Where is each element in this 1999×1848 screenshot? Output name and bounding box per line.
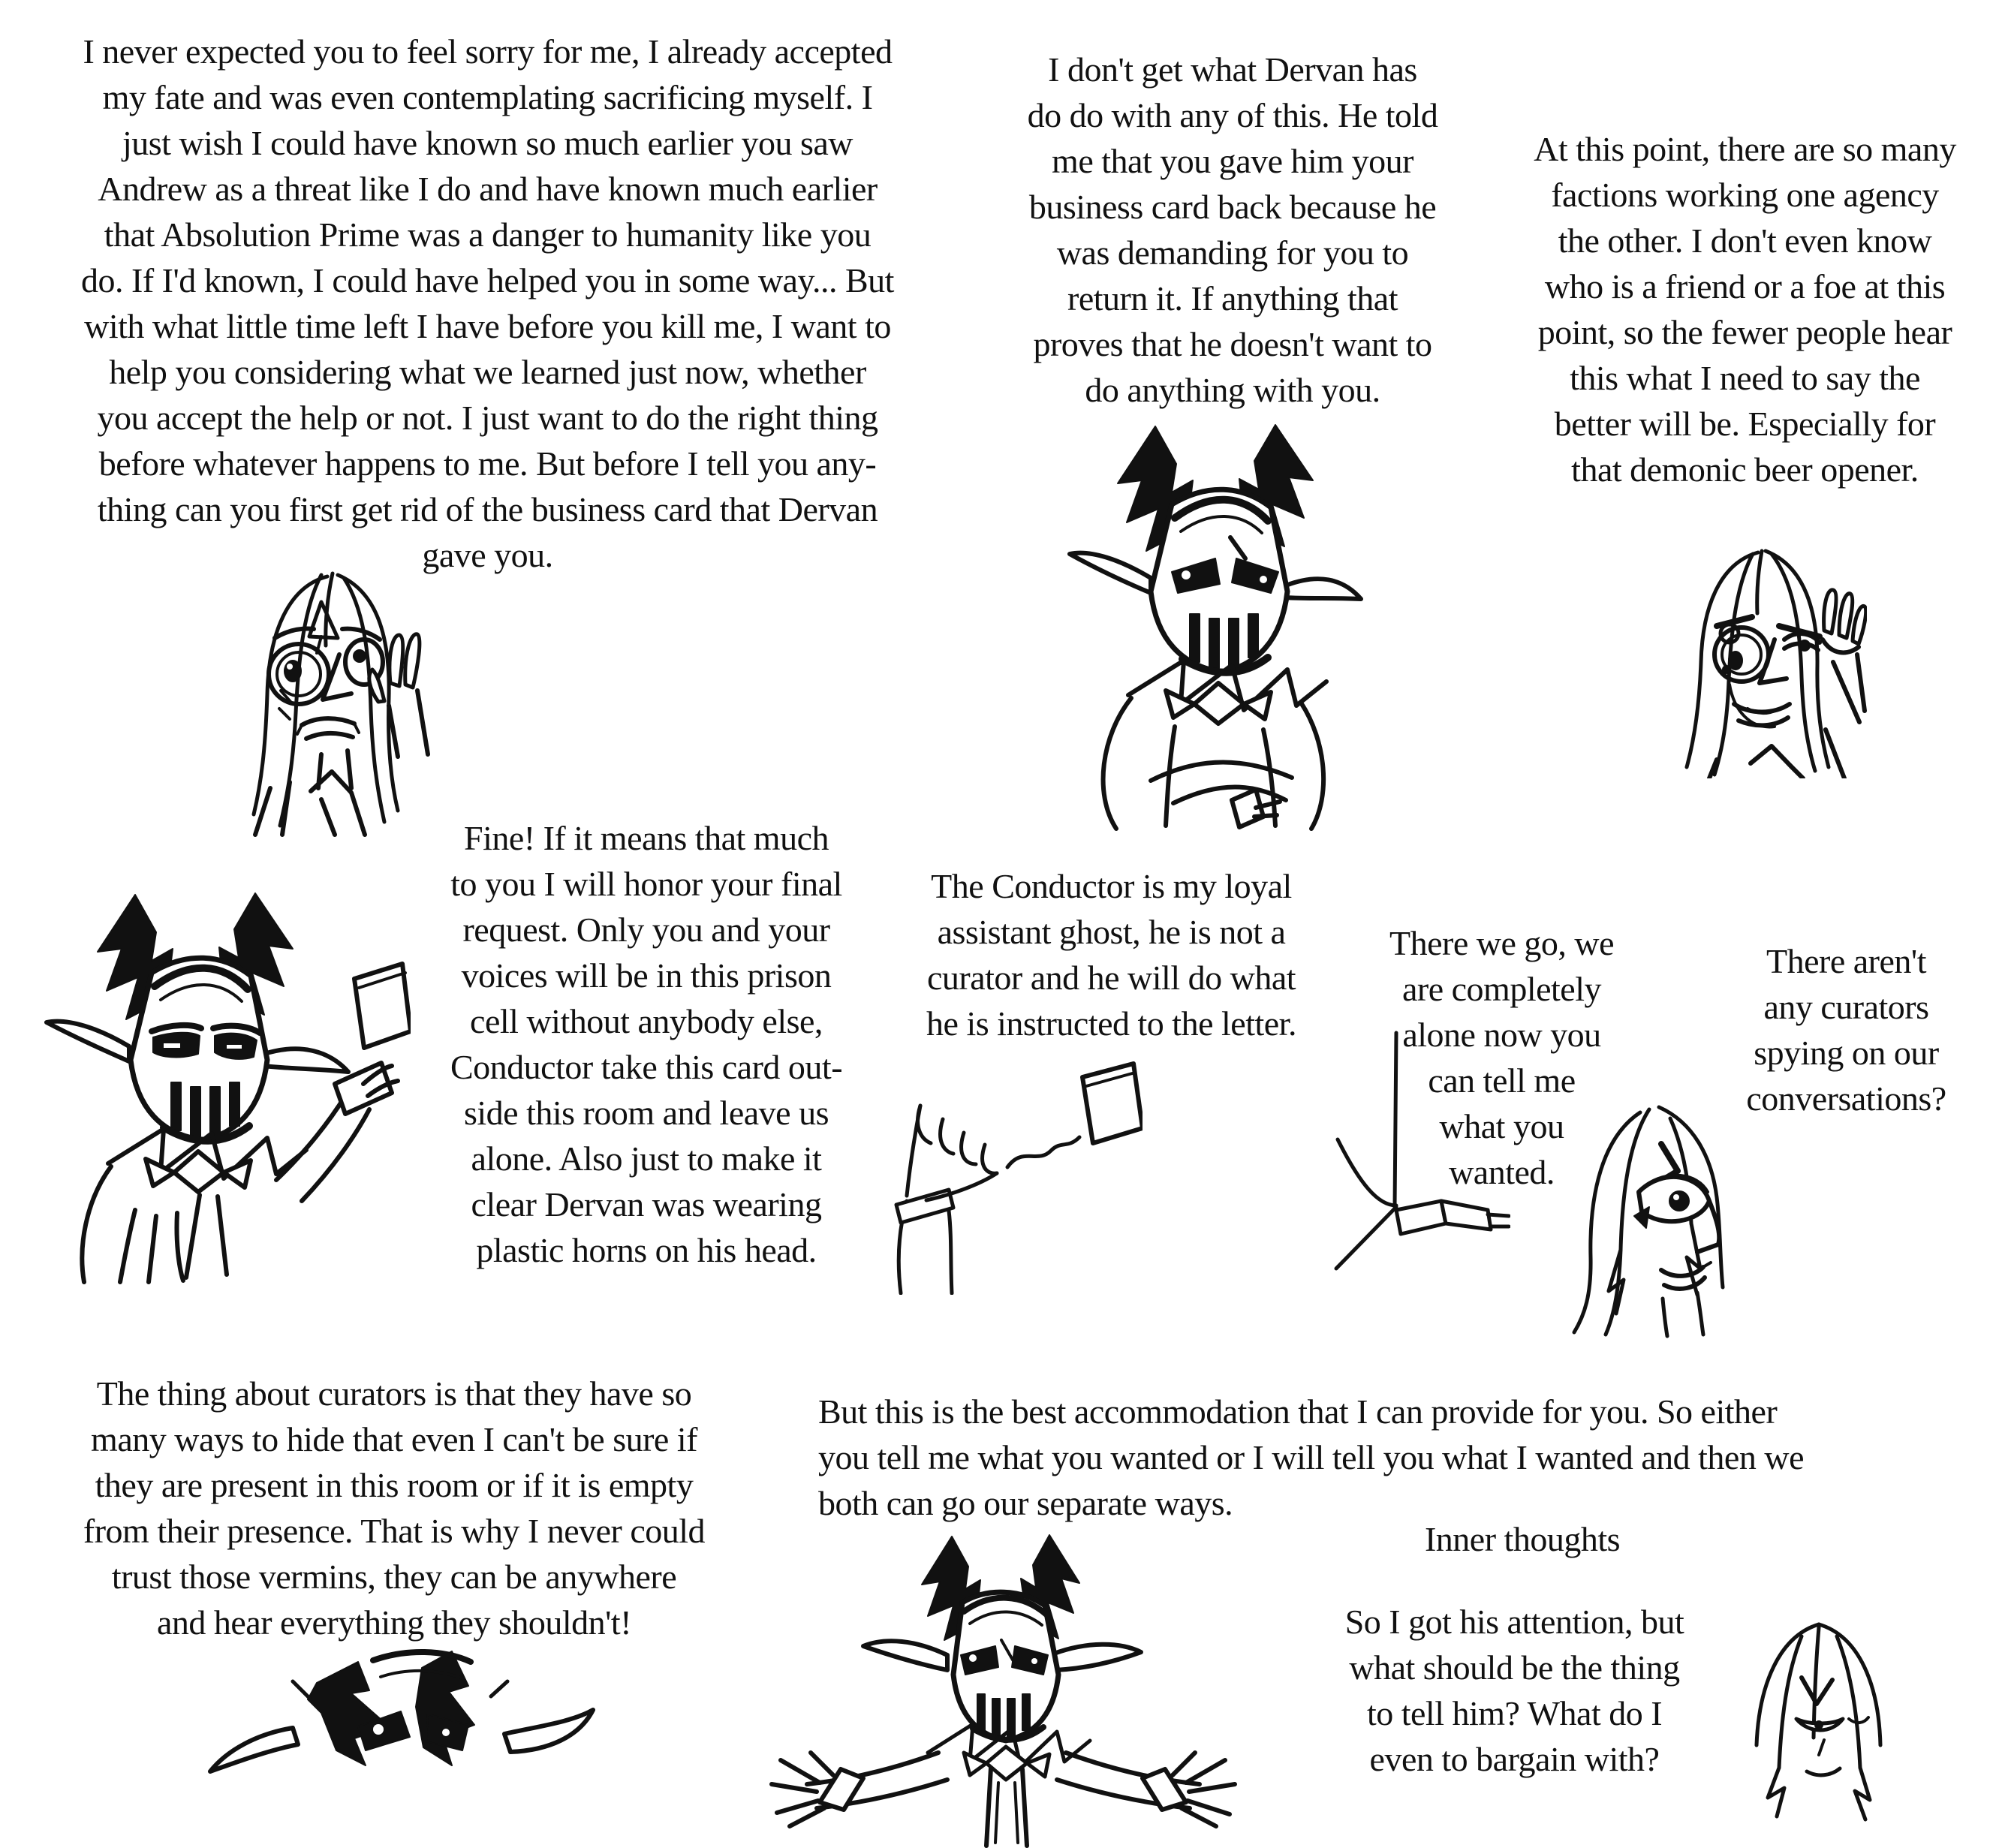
- speech-line: he is instructed to the letter.: [926, 1004, 1296, 1043]
- speech-line: At this point, there are so many: [1534, 130, 1956, 168]
- speech-line: was demanding for you to: [1056, 233, 1409, 272]
- speech-line: conversations?: [1746, 1079, 1946, 1118]
- speech-line: point, so the fewer people hear: [1537, 313, 1952, 351]
- speech-line: do anything with you.: [1085, 371, 1380, 409]
- speech-demon-conductor-loyal: [884, 863, 1338, 1046]
- speech-prisoner-curators-question: [1713, 938, 1979, 1121]
- demon-holding-card-drawing: [39, 857, 411, 1285]
- speech-line: Andrew as a threat like I do and have known much earlier: [98, 170, 878, 208]
- speech-line: any curators: [1763, 988, 1929, 1026]
- speech-line: gave you.: [422, 536, 553, 574]
- speech-line: from their presence. That is why I never could: [83, 1512, 706, 1550]
- speech-line: return it. If anything that: [1067, 279, 1398, 318]
- speech-line: just wish I could have known so much earlier you saw: [122, 124, 853, 162]
- prisoner-looking-down-drawing: [1723, 1606, 1910, 1824]
- speech-line: request. Only you and your: [462, 910, 830, 949]
- speech-line: spying on our: [1754, 1034, 1939, 1072]
- demon-crossed-arms-drawing: [1062, 411, 1366, 832]
- speech-line: The thing about curators is that they have so: [96, 1374, 692, 1413]
- speech-line: this what I need to say the: [1570, 359, 1920, 397]
- speech-line: There aren't: [1766, 942, 1926, 980]
- speech-line: curator and he will do what: [926, 959, 1296, 997]
- speech-line: who is a friend or a foe at this: [1544, 267, 1946, 305]
- speech-demon-dervan-reply: [977, 47, 1488, 413]
- speech-line: what should be the thing: [1349, 1648, 1680, 1687]
- speech-line: Conductor take this card out-: [450, 1048, 843, 1086]
- speech-line: Fine! If it means that much: [464, 819, 829, 857]
- speech-line: me that you gave him your: [1052, 142, 1413, 180]
- speech-line: you tell me what you wanted or I will tell you what I wanted and then we: [818, 1438, 1804, 1476]
- speech-line: plastic horns on his head.: [476, 1231, 817, 1269]
- speech-line: you accept the help or not. I just want to do the right thing: [97, 399, 878, 437]
- speech-line: and hear everything they shouldn't!: [156, 1603, 632, 1642]
- speech-line: that demonic beer opener.: [1571, 450, 1919, 489]
- speech-line: what you: [1439, 1107, 1564, 1145]
- speech-line: better will be. Especially for: [1554, 405, 1936, 443]
- speech-line: The Conductor is my loyal: [931, 867, 1292, 905]
- speech-line: even to bargain with?: [1369, 1740, 1660, 1778]
- speech-line: cell without anybody else,: [470, 1002, 823, 1040]
- speech-demon-accommodation: [818, 1389, 1899, 1526]
- speech-prisoner-inner-monologue: [1314, 1599, 1715, 1782]
- speech-prisoner-opening: [39, 29, 936, 578]
- speech-line: many ways to hide that even I can't be sure if: [91, 1420, 697, 1458]
- room-corner-card-exit-drawing: [1330, 1027, 1510, 1278]
- prisoner-hand-on-chin-drawing: [1645, 542, 1867, 778]
- speech-line: my fate and was even contemplating sacrificing myself. I: [102, 78, 873, 116]
- speech-line: proves that he doesn't want to: [1033, 325, 1432, 363]
- speech-line: business card back because he: [1028, 188, 1437, 226]
- speech-demon-fine-request: [417, 815, 875, 1273]
- inner-thoughts-label: Inner thoughts: [1424, 1520, 1620, 1558]
- speech-line: factions working one agency: [1551, 176, 1939, 214]
- speech-line: the other. I don't even know: [1558, 221, 1932, 260]
- speech-line: I don't get what Dervan has: [1048, 50, 1417, 89]
- prisoner-scowling-profile-drawing: [1550, 1096, 1757, 1340]
- speech-line: alone. Also just to make it: [471, 1139, 822, 1178]
- speech-line: I never expected you to feel sorry for me, I already accepted: [83, 32, 893, 71]
- speech-line: that Absolution Prime was a danger to humanity like you: [104, 215, 872, 254]
- prisoner-worried-drawing: [209, 563, 434, 837]
- speech-demon-curator-rant: [56, 1371, 732, 1645]
- speech-line: assistant ghost, he is not a: [937, 913, 1286, 951]
- speech-line: wanted.: [1449, 1153, 1555, 1191]
- speech-line: they are present in this room or if it is empty: [95, 1466, 694, 1504]
- speech-line: before whatever happens to me. But before I tell you any-: [98, 444, 877, 483]
- speech-line: do. If I'd known, I could have helped you in some way... But: [81, 261, 894, 299]
- demon-eyes-closeup-drawing: [204, 1638, 598, 1814]
- demon-arms-spread-drawing: [751, 1527, 1276, 1848]
- speech-line: with what little time left I have before you kill me, I want to: [84, 307, 891, 345]
- speech-line: to you I will honor your final: [450, 865, 842, 903]
- speech-line: are completely: [1401, 970, 1602, 1008]
- speech-line: There we go, we: [1389, 924, 1615, 962]
- speech-line: side this room and leave us: [463, 1094, 829, 1132]
- ghost-hand-tossing-card-drawing: [857, 1047, 1143, 1295]
- speech-line: thing can you first get rid of the business card that Dervan: [97, 490, 878, 528]
- speech-prisoner-factions: [1488, 126, 1999, 492]
- speech-line: trust those vermins, they can be anywhere: [111, 1558, 677, 1596]
- speech-line: But this is the best accommodation that I can provide for you. So either: [818, 1392, 1778, 1431]
- speech-line: both can go our separate ways.: [818, 1484, 1233, 1522]
- speech-line: clear Dervan was wearing: [471, 1185, 822, 1223]
- speech-line: do do with any of this. He told: [1027, 96, 1438, 134]
- speech-line: help you considering what we learned just now, whether: [109, 353, 866, 391]
- speech-line: can tell me: [1428, 1061, 1576, 1100]
- speech-line: So I got his attention, but: [1344, 1603, 1684, 1641]
- speech-line: alone now you: [1402, 1016, 1601, 1054]
- speech-line: voices will be in this prison: [461, 956, 832, 995]
- speech-line: to tell him? What do I: [1366, 1694, 1663, 1732]
